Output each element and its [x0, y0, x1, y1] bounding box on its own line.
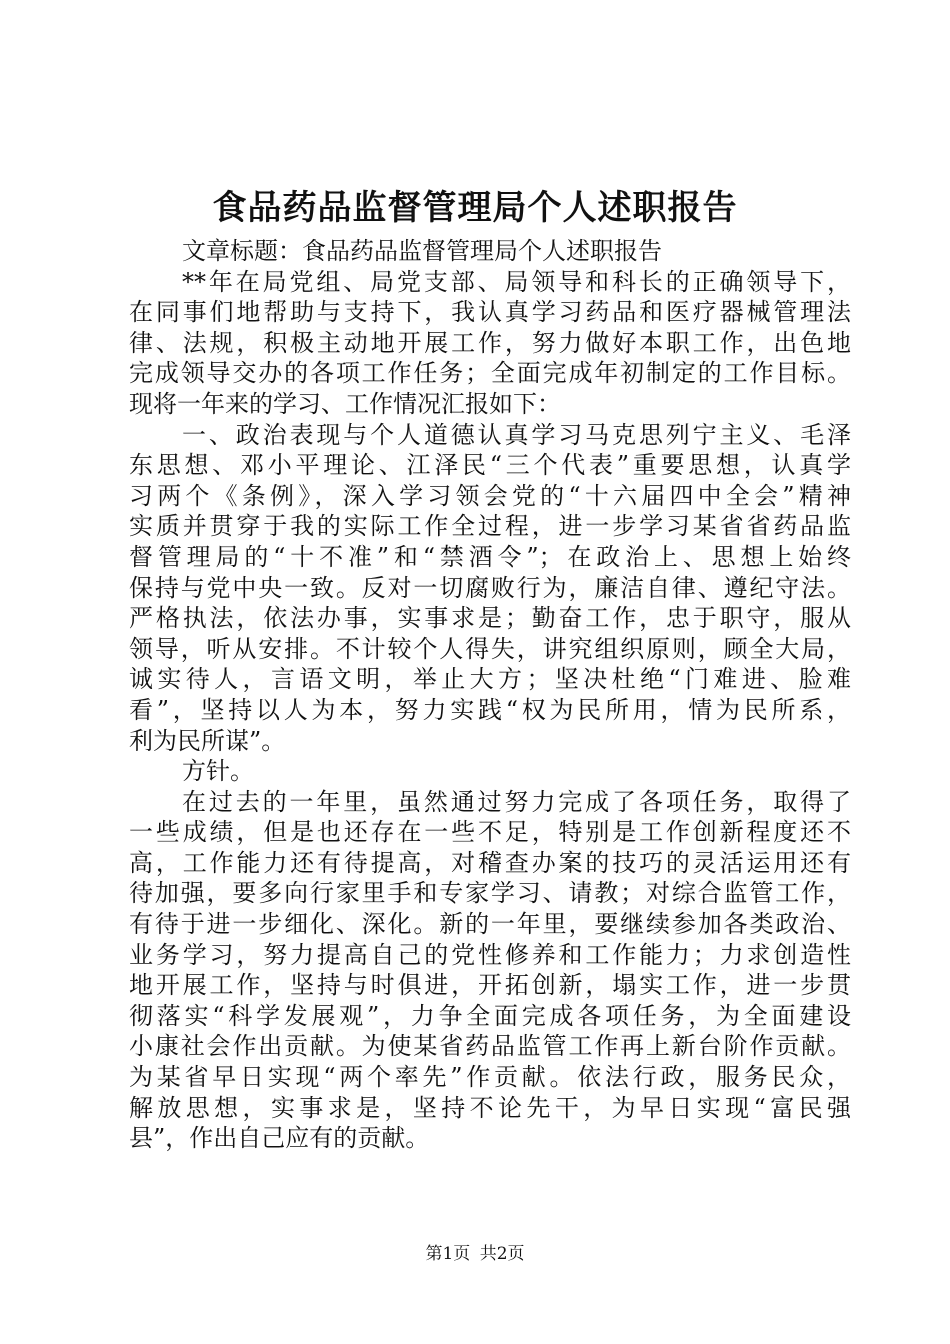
document-body: [129, 236, 851, 1154]
text-line: 有待于进一步细化、深化。新的一年里，要继续参加各类政治、: [129, 910, 851, 939]
text-line: 督管理局的“十不准”和“禁酒令”；在政治上、思想上始终: [129, 542, 851, 571]
text-line: 保持与党中央一致。反对一切腐败行为，廉洁自律、遵纪守法。: [129, 573, 851, 602]
text-line: 小康社会作出贡献。为使某省药品监管工作再上新台阶作贡献。: [129, 1032, 851, 1061]
text-line: 在过去的一年里，虽然通过努力完成了各项任务，取得了: [182, 787, 851, 816]
text-line: 待加强，要多向行家里手和专家学习、请教；对综合监管工作，: [129, 879, 851, 908]
text-line: 完成领导交办的各项工作任务；全面完成年初制定的工作目标。: [129, 359, 851, 388]
text-line: 县”，作出自己应有的贡献。: [129, 1124, 430, 1153]
text-line: 习两个《条例》，深入学习领会党的“十六届四中全会”精神: [129, 481, 851, 510]
text-line: 诚实待人，言语文明，举止大方；坚决杜绝“门难进、脸难: [129, 665, 851, 694]
text-line: 律、法规，积极主动地开展工作，努力做好本职工作，出色地: [129, 328, 851, 357]
text-line: 东思想、邓小平理论、江泽民“三个代表”重要思想，认真学: [129, 451, 851, 480]
document-title: 食品药品监督管理局个人述职报告: [212, 188, 738, 228]
text-line: 在同事们地帮助与支持下，我认真学习药品和医疗器械管理法: [129, 298, 851, 327]
text-line: 方针。: [182, 757, 254, 786]
text-line: 利为民所谋”。: [129, 726, 286, 755]
text-line: 领导，听从安排。不计较个人得失，讲究组织原则，顾全大局，: [129, 634, 851, 663]
text-line: 看”，坚持以人为本，努力实践“权为民所用，情为民所系，: [129, 695, 851, 724]
text-line: 文章标题：食品药品监督管理局个人述职报告: [182, 237, 662, 265]
page-total: 共2页: [479, 1244, 525, 1264]
text-line: 彻落实“科学发展观”，力争全面完成各项任务，为全面建设: [129, 1001, 851, 1030]
text-line: 解放思想，实事求是，坚持不论先干，为早日实现“富民强: [129, 1093, 851, 1122]
text-line: 现将一年来的学习、工作情况汇报如下：: [129, 389, 561, 418]
text-line: **年在局党组、局党支部、局领导和科长的正确领导下，: [182, 267, 851, 296]
text-line: 一些成绩，但是也还存在一些不足，特别是工作创新程度还不: [129, 818, 851, 847]
text-line: 严格执法，依法办事，实事求是；勤奋工作，忠于职守，服从: [129, 604, 851, 633]
text-line: 地开展工作，坚持与时俱进，开拓创新，塌实工作，进一步贯: [129, 971, 851, 1000]
text-line: 实质并贯穿于我的实际工作全过程，进一步学习某省省药品监: [129, 512, 851, 541]
text-line: 为某省早日实现“两个率先”作贡献。依法行政，服务民众，: [129, 1063, 851, 1092]
page-footer: [0, 1242, 950, 1266]
text-line: 业务学习，努力提高自己的党性修养和工作能力；力求创造性: [129, 940, 851, 969]
text-line: 一、政治表现与个人道德认真学习马克思列宁主义、毛泽: [182, 420, 851, 449]
text-line: 高，工作能力还有待提高，对稽查办案的技巧的灵活运用还有: [129, 848, 851, 877]
page-number: 第1页: [425, 1244, 471, 1264]
